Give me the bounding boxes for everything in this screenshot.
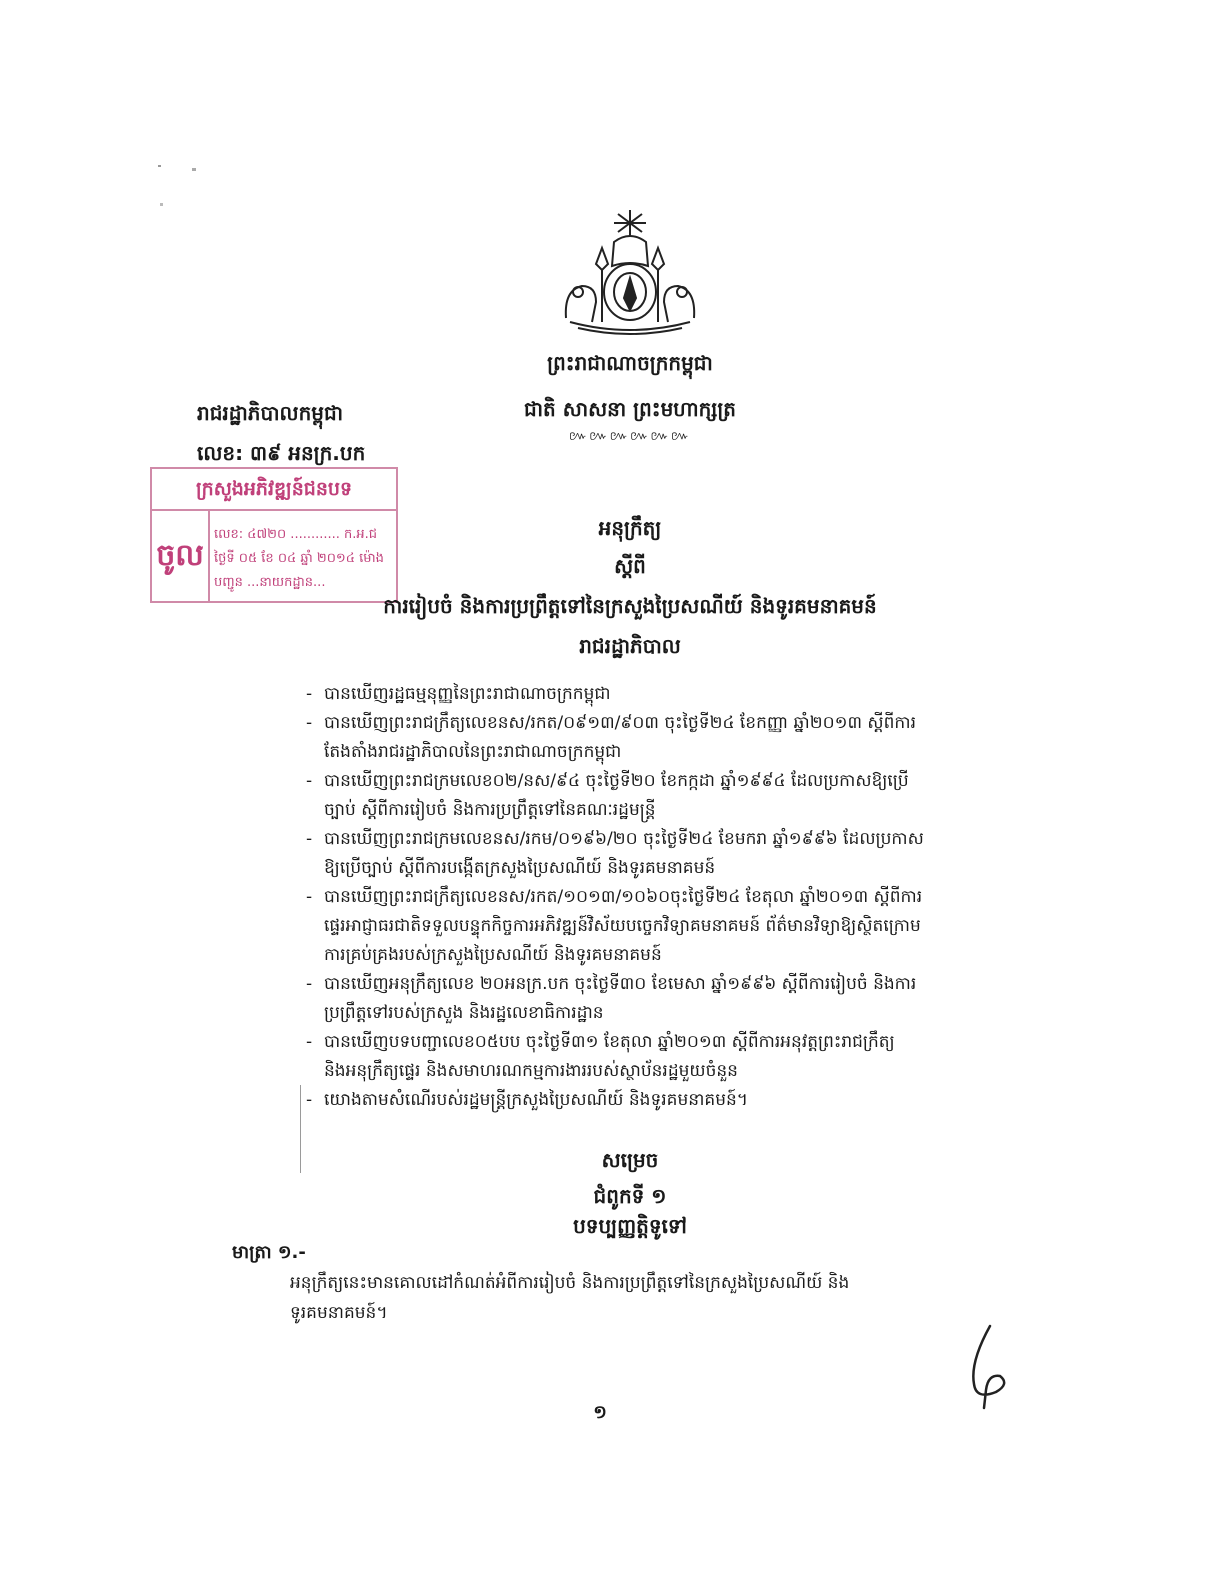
document-type: អនុក្រឹត្យ bbox=[598, 516, 662, 540]
document-about: ស្ដីពី bbox=[614, 554, 646, 578]
received-stamp bbox=[150, 467, 398, 603]
motto-ornament: ៚៚៚៚៚៚ bbox=[568, 429, 692, 444]
article-label: មាត្រា ១.- bbox=[232, 1242, 306, 1263]
article-text-line-2: ទូរគមនាគមន៍។ bbox=[290, 1303, 388, 1323]
chapter-title: បទប្បញ្ញត្តិទូទៅ bbox=[573, 1214, 687, 1238]
stamp-line-forward: បញ្ជូន ...នាយកដ្ឋាន... bbox=[214, 575, 326, 590]
royal-coat-of-arms-icon bbox=[556, 206, 704, 338]
scan-speck bbox=[160, 203, 163, 206]
government-name: រាជរដ្ឋាភិបាលកម្ពុជា bbox=[197, 401, 343, 425]
document-subject: ការរៀបចំ និងការប្រព្រឹត្តទៅនៃក្រសួងប្រៃសណីយ៍ និងទូរគមនាគមន៍ bbox=[383, 594, 877, 618]
considerations-list bbox=[306, 680, 976, 1115]
chapter-number: ជំពូកទី ១ bbox=[593, 1184, 667, 1208]
list-item: - បានឃើញអនុក្រឹត្យលេខ ២០អនក្រ.បក ចុះថ្ងៃទី៣០ ខែមេសា ឆ្នាំ១៩៩៦ ស្ដីពីការរៀបចំ និងការ ប្រព្រឹត្តទៅរបស់ក្រសួង និងរដ្ឋលេខាធិការដ្ឋាន bbox=[306, 974, 917, 1023]
scan-speck bbox=[192, 168, 196, 171]
list-item: - បានឃើញរដ្ឋធម្មនុញ្ញនៃព្រះរាជាណាចក្រកម្ពុជា bbox=[306, 684, 611, 704]
list-item: - យោងតាមសំណើរបស់រដ្ឋមន្ត្រីក្រសួងប្រៃសណីយ៍ និងទូរគមនាគមន៍។ bbox=[306, 1090, 749, 1110]
list-item: - បានឃើញព្រះរាជក្រមលេខ០២/នស/៩៤ ចុះថ្ងៃទី២០ ខែកក្កដា ឆ្នាំ១៩៩៤ ដែលប្រកាសឱ្យប្រើ ច្បាប់ ស្ដីពីការរៀបចំ និងការប្រព្រឹត្តទៅនៃគណៈរដ្ឋមន្ត្រី bbox=[306, 771, 909, 820]
decree-number: លេខ: ៣៩ អនក្រ.បក bbox=[197, 441, 366, 465]
stamp-received-mark: ចូល bbox=[152, 511, 210, 601]
stamp-line-date: ថ្ងៃទី ០៥ ខែ ០៤ ឆ្នាំ ២០១៤ ម៉ោង bbox=[214, 551, 384, 566]
list-item: - បានឃើញព្រះរាជក្រឹត្យលេខនស/រកត/១០១៣/១០៦០ចុះថ្ងៃទី២៤ ខែតុលា ឆ្នាំ២០១៣ ស្ដីពីការ ផ្ទេរអាជ្ញាធរជាតិទទួលបន្ទុកកិច្ចការអភិវឌ្ឍន៍វិស័យបច្ចេកវិទ្យាគមនាគមន៍ ព័ត៌មានវិទ្យាឱ្យស្ថិតក្រោម ការគ្រប់គ្រងរបស់ក្រសួងប្រៃសណីយ៍ និងទូរគមនាគមន៍ bbox=[306, 887, 923, 965]
kingdom-heading: ព្រះរាជាណាចក្រកម្ពុជា bbox=[547, 351, 713, 375]
decision-heading: សម្រេច bbox=[601, 1148, 659, 1172]
list-item: - បានឃើញបទបញ្ជាលេខ០៥បប ចុះថ្ងៃទី៣១ ខែតុលា ឆ្នាំ២០១៣ ស្ដីពីការអនុវត្តព្រះរាជក្រឹត្យ និងអនុក្រឹត្យផ្ទេរ និងសមាហរណកម្មការងាររបស់ស្ថាប័នរដ្ឋមួយចំនួន bbox=[306, 1032, 895, 1081]
handwritten-initials-icon bbox=[960, 1322, 1020, 1412]
list-item: - បានឃើញព្រះរាជក្រមលេខនស/រកម/០១៩៦/២០ ចុះថ្ងៃទី២៤ ខែមករា ឆ្នាំ១៩៩៦ ដែលប្រកាស ឱ្យប្រើច្បាប់ ស្ដីពីការបង្កើតក្រសួងប្រៃសណីយ៍ និងទូរគមនាគមន៍ bbox=[306, 829, 924, 878]
list-item: - បានឃើញព្រះរាជក្រឹត្យលេខនស/រកត/០៩១៣/៩០៣ ចុះថ្ងៃទី២៤ ខែកញ្ញា ឆ្នាំ២០១៣ ស្ដីពីការ តែងតាំងរាជរដ្ឋាភិបាលនៃព្រះរាជាណាចក្រកម្ពុជា bbox=[306, 713, 916, 762]
page-number: ១ bbox=[593, 1402, 607, 1423]
margin-rule bbox=[300, 1085, 301, 1173]
scan-speck bbox=[158, 165, 161, 167]
stamp-line-number: លេខ: ៤៧២០ ............ ក.អ.ជ bbox=[214, 527, 378, 542]
stamp-title: ក្រសួងអភិវឌ្ឍន៍ជនបទ bbox=[152, 469, 396, 511]
national-motto: ជាតិ សាសនា ព្រះមហាក្សត្រ bbox=[524, 397, 736, 421]
document-issuer: រាជរដ្ឋាភិបាល bbox=[579, 634, 681, 658]
article-text-line-1: អនុក្រឹត្យនេះមានគោលដៅកំណត់អំពីការរៀបចំ និងការប្រព្រឹត្តទៅនៃក្រសួងប្រៃសណីយ៍ និង bbox=[290, 1273, 850, 1293]
